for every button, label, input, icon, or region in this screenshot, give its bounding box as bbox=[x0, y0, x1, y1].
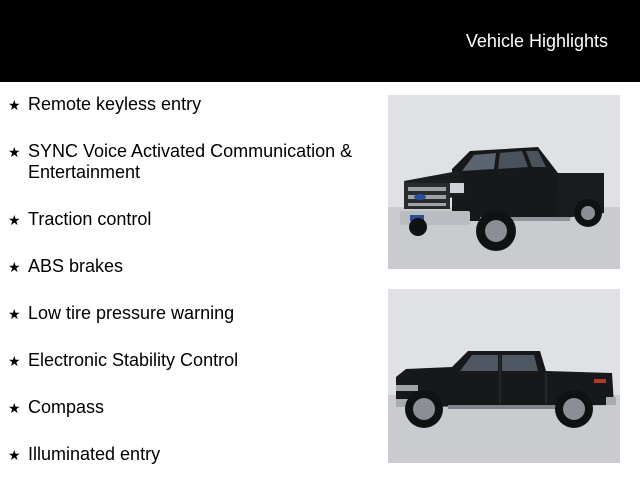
feature-label: Low tire pressure warning bbox=[28, 303, 235, 323]
vehicle-photo-side bbox=[388, 289, 620, 463]
feature-item bbox=[8, 397, 358, 419]
feature-item bbox=[8, 94, 358, 116]
star-icon: ★ bbox=[8, 144, 21, 160]
feature-label: Compass bbox=[28, 397, 105, 417]
feature-label: Remote keyless entry bbox=[28, 94, 202, 114]
feature-label: SYNC Voice Activated Communication & Entertainment bbox=[28, 141, 353, 182]
feature-item bbox=[8, 209, 358, 231]
feature-item bbox=[8, 141, 358, 183]
star-icon: ★ bbox=[8, 306, 21, 322]
feature-label: Traction control bbox=[28, 209, 152, 229]
feature-label: ABS brakes bbox=[28, 256, 124, 276]
feature-label: Electronic Stability Control bbox=[28, 350, 239, 370]
vehicle-photo-front bbox=[388, 95, 620, 269]
feature-item bbox=[8, 350, 358, 372]
star-icon: ★ bbox=[8, 447, 21, 463]
star-icon: ★ bbox=[8, 212, 21, 228]
star-icon: ★ bbox=[8, 400, 21, 416]
feature-item bbox=[8, 256, 358, 278]
feature-item bbox=[8, 444, 358, 466]
star-icon: ★ bbox=[8, 97, 21, 113]
header-bar bbox=[0, 0, 640, 82]
truck-photo-icon bbox=[388, 289, 620, 463]
star-icon: ★ bbox=[8, 259, 21, 275]
feature-label: Illuminated entry bbox=[28, 444, 161, 464]
truck-photo-icon bbox=[388, 95, 620, 269]
feature-item bbox=[8, 303, 358, 325]
page-title: Vehicle Highlights bbox=[465, 31, 608, 51]
star-icon: ★ bbox=[8, 353, 21, 369]
